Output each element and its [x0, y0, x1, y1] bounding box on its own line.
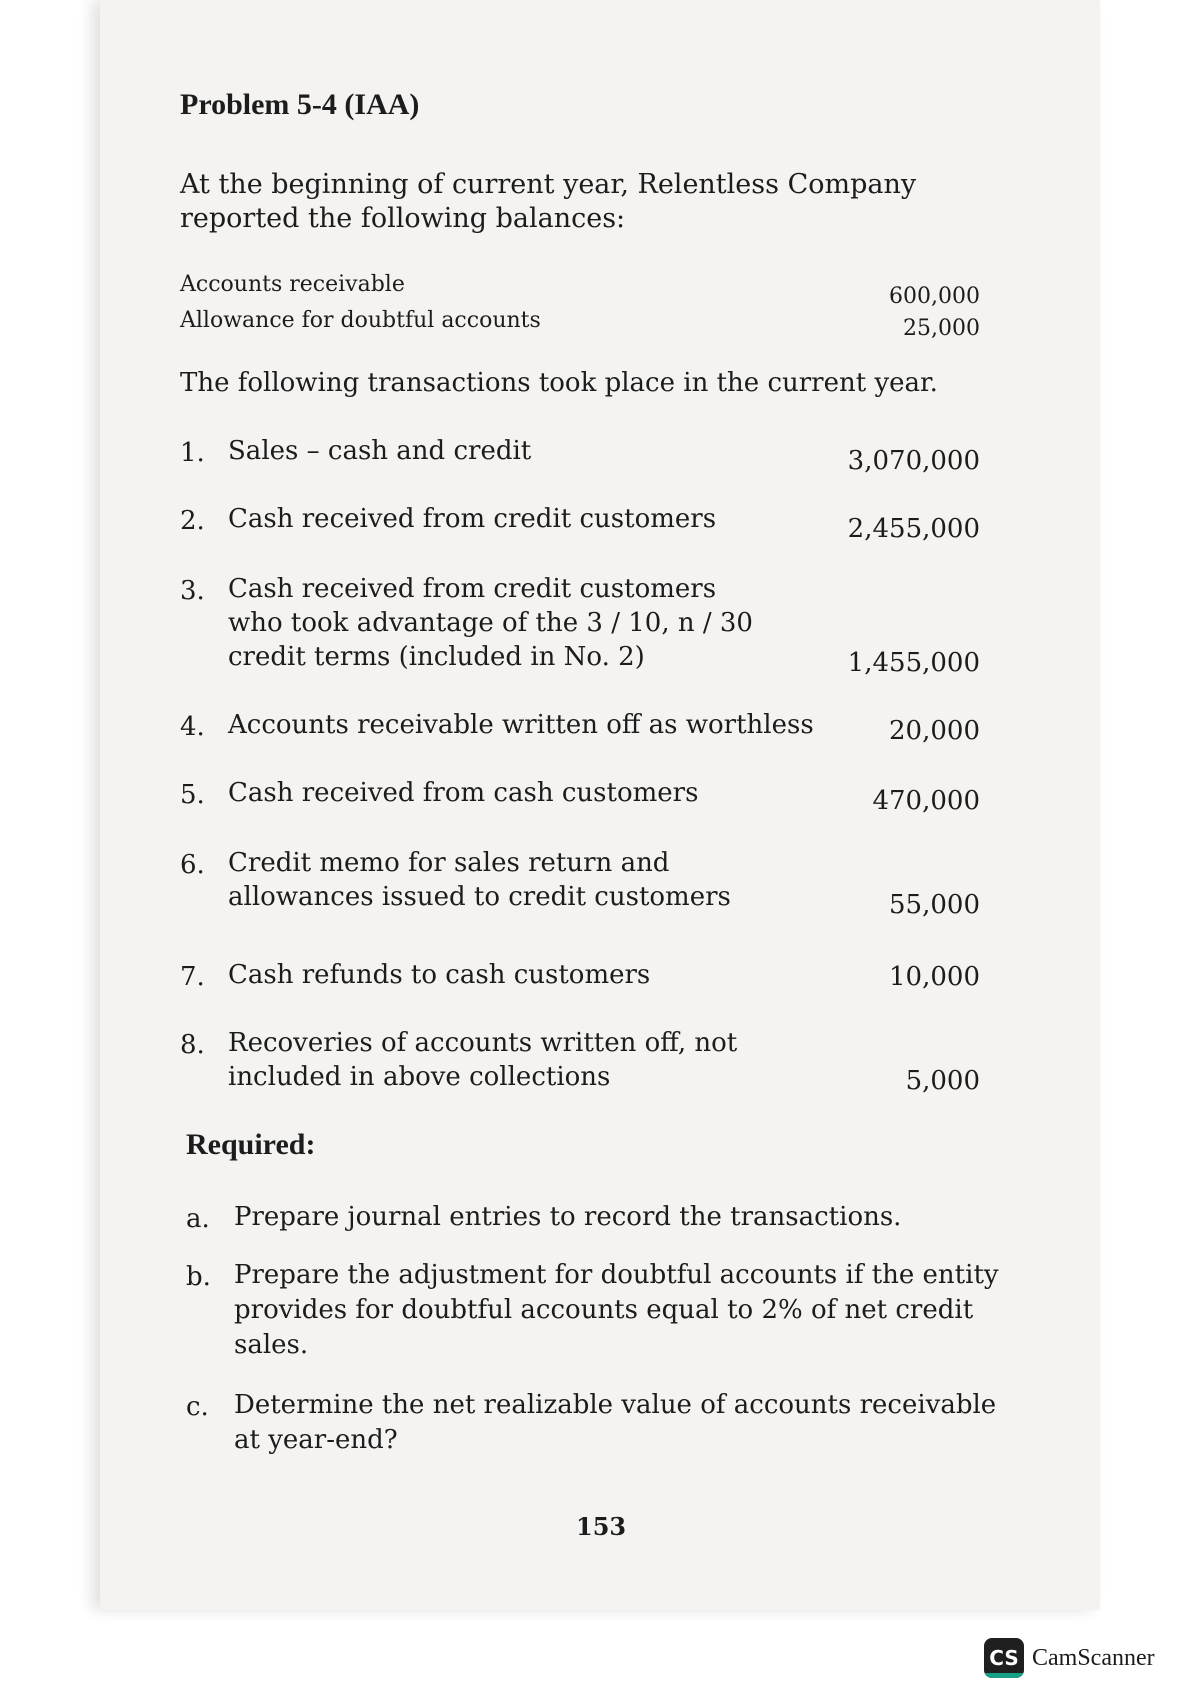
transaction-amount: 10,000: [889, 962, 980, 992]
camscanner-label: CamScanner: [1032, 1644, 1155, 1671]
requirement-letter: c.: [186, 1392, 209, 1422]
transaction-description: Cash received from cash customers: [228, 778, 699, 808]
requirement-letter: b.: [186, 1262, 211, 1292]
transaction-description-line: allowances issued to credit customers: [228, 882, 731, 912]
camscanner-logo-icon: CS: [984, 1638, 1024, 1678]
transaction-number: 5.: [180, 780, 205, 810]
transaction-description-line: Cash received from credit customers: [228, 574, 717, 604]
transactions-lead: The following transactions took place in the current year.: [180, 368, 938, 398]
transaction-amount: 5,000: [905, 1066, 980, 1096]
transaction-amount: 20,000: [889, 716, 980, 746]
transaction-description: Accounts receivable written off as worthless: [228, 710, 814, 740]
transaction-description-line: Credit memo for sales return and: [228, 848, 670, 878]
transaction-description-line: included in above collections: [228, 1062, 611, 1092]
transaction-amount: 2,455,000: [847, 514, 980, 544]
transaction-amount: 55,000: [889, 890, 980, 920]
transaction-number: 7.: [180, 962, 205, 992]
intro-paragraph: At the beginning of current year, Relentless Company reported the following balances:: [180, 169, 917, 234]
requirement-text: Prepare the adjustment for doubtful accounts if the entity provides for doubtful accounts equal to 2% of net credit sales.: [234, 1260, 999, 1360]
balance-label-receivable: Accounts receivable: [180, 272, 405, 297]
requirement-text: Determine the net realizable value of accounts receivable at year-end?: [234, 1390, 997, 1455]
required-heading: Required:: [186, 1128, 316, 1161]
camscanner-badge: [984, 1638, 1155, 1678]
transaction-number: 8.: [180, 1030, 205, 1060]
requirement-letter: a.: [186, 1204, 210, 1234]
transaction-number: 1.: [180, 438, 205, 468]
transaction-description: Cash received from credit customers: [228, 504, 717, 534]
transaction-number: 2.: [180, 506, 205, 536]
transaction-number: 4.: [180, 712, 205, 742]
balance-value-allowance: 25,000: [903, 316, 980, 341]
transaction-amount: 1,455,000: [847, 648, 980, 678]
transaction-description-line: who took advantage of the 3 / 10, n / 30: [228, 608, 753, 638]
balance-label-allowance: Allowance for doubtful accounts: [180, 308, 541, 333]
transaction-number: 3.: [180, 576, 205, 606]
problem-title: Problem 5-4 (IAA): [180, 88, 420, 121]
transaction-description: Sales – cash and credit: [228, 436, 532, 466]
requirement-text: Prepare journal entries to record the transactions.: [234, 1202, 902, 1232]
balance-value-receivable: 600,000: [889, 284, 980, 309]
transaction-description-line: Recoveries of accounts written off, not: [228, 1028, 738, 1058]
transaction-amount: 3,070,000: [847, 446, 980, 476]
transaction-number: 6.: [180, 850, 205, 880]
transaction-description-line: credit terms (included in No. 2): [228, 642, 645, 672]
transaction-amount: 470,000: [872, 786, 980, 816]
transaction-description: Cash refunds to cash customers: [228, 960, 651, 990]
page-number: 153: [576, 1512, 627, 1541]
